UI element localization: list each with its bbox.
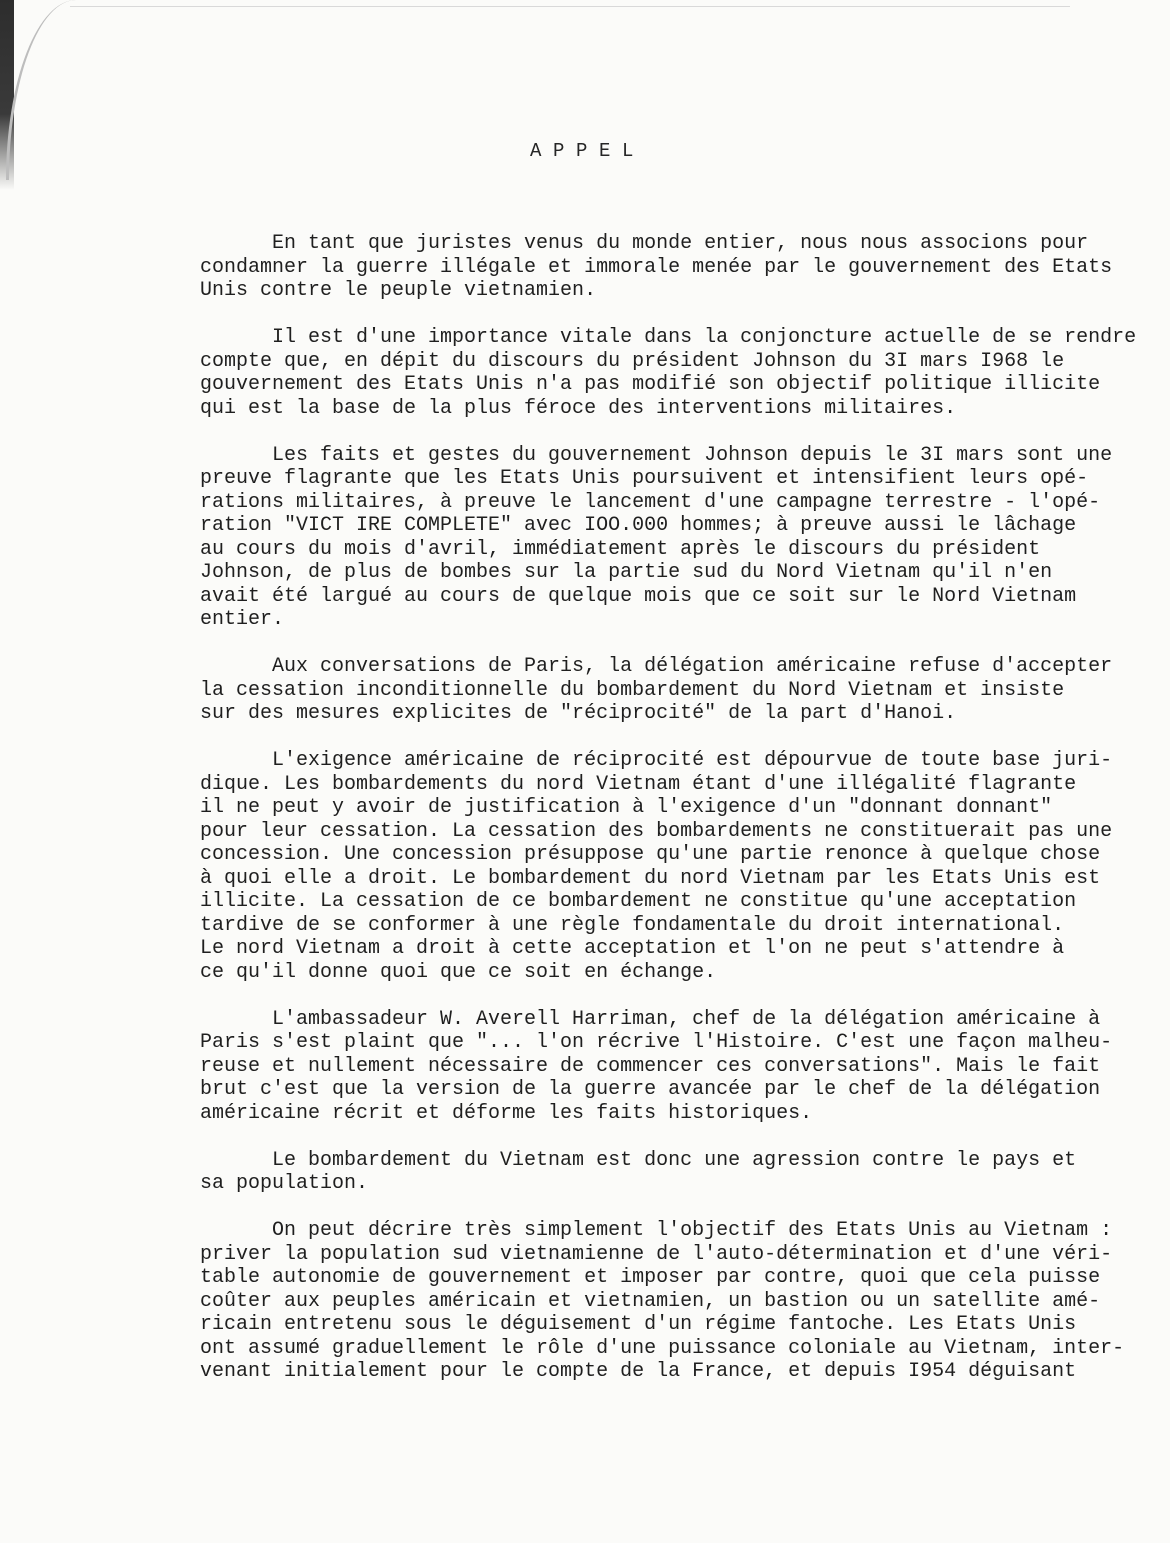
text-line: à quoi elle a droit. Le bombardement du nord Vietnam par les Etats Unis est [200, 866, 1101, 890]
text-line: gouvernement des Etats Unis n'a pas modifié son objectif politique illicite [200, 373, 1101, 396]
text-line: Paris s'est plaint que "... l'on récrive l'Histoire. C'est une façon malheu- [200, 1031, 1113, 1054]
text-line: pour leur cessation. La cessation des bombardements ne constituerait pas une [200, 819, 1113, 843]
text-line: dique. Les bombardements du nord Vietnam étant d'une illégalité flagrante [200, 772, 1077, 796]
text-line: ont assumé graduellement le rôle d'une puissance coloniale au Vietnam, inter- [200, 1336, 1125, 1360]
document-title: A P P E L [530, 140, 634, 162]
text-line: Il est d'une importance vitale dans la conjoncture actuelle de se rendre [200, 326, 1137, 349]
text-line: Johnson, de plus de bombes sur la partie sud du Nord Vietnam qu'il n'en [200, 561, 1053, 584]
text-line: brut c'est que la version de la guerre avancée par le chef de la délégation [200, 1078, 1101, 1101]
text-line: au cours du mois d'avril, immédiatement après le discours du président [200, 537, 1041, 561]
text-line: preuve flagrante que les Etats Unis poursuivent et intensifient leurs opé- [200, 467, 1089, 490]
text-line: L'ambassadeur W. Averell Harriman, chef de la délégation américaine à [200, 1007, 1101, 1031]
text-line: compte que, en dépit du discours du président Johnson du 3I mars I968 le [200, 349, 1065, 373]
text-line: Aux conversations de Paris, la délégation américaine refuse d'accepter [200, 655, 1113, 678]
text-line: table autonomie de gouvernement et imposer par contre, quoi que cela puisse [200, 1266, 1101, 1289]
text-line: L'exigence américaine de réciprocité est dépourvue de toute base juri- [200, 749, 1113, 772]
paragraph [200, 232, 1155, 303]
page-top-edge [70, 6, 1070, 7]
text-line: il ne peut y avoir de justification à l'exigence d'un "donnant donnant" [200, 796, 1053, 819]
text-line: Le nord Vietnam a droit à cette acceptation et l'on ne peut s'attendre à [200, 937, 1065, 960]
paragraph [200, 326, 1155, 420]
text-line: Les faits et gestes du gouvernement Johnson depuis le 3I mars sont une [200, 443, 1113, 467]
document-body [200, 232, 1155, 1407]
text-line: ration "VICT IRE COMPLETE" avec IOO.000 hommes; à preuve aussi le lâchage [200, 514, 1077, 537]
text-line: rations militaires, à preuve le lancement d'une campagne terrestre - l'opé- [200, 490, 1101, 514]
text-line: Unis contre le peuple vietnamien. [200, 279, 597, 302]
text-line: priver la population sud vietnamienne de l'auto-détermination et d'une véri- [200, 1242, 1113, 1266]
text-line: la cessation inconditionnelle du bombardement du Nord Vietnam et insiste [200, 678, 1065, 702]
text-line: illicite. La cessation de ce bombardement ne constitue qu'une acceptation [200, 890, 1077, 913]
paragraph [200, 1219, 1155, 1384]
text-line: On peut décrire très simplement l'objectif des Etats Unis au Vietnam : [200, 1219, 1113, 1242]
text-line: En tant que juristes venus du monde entier, nous nous associons pour [200, 232, 1089, 255]
text-line: tardive de se conformer à une règle fondamentale du droit international. [200, 913, 1065, 937]
text-line: ricain entretenu sous le déguisement d'un régime fantoche. Les Etats Unis [200, 1313, 1077, 1336]
text-line: Le bombardement du Vietnam est donc une agression contre le pays et [200, 1148, 1077, 1172]
text-line: sur des mesures explicites de "réciprocité" de la part d'Hanoi. [200, 702, 957, 725]
text-line: qui est la base de la plus féroce des interventions militaires. [200, 396, 957, 420]
paragraph [200, 444, 1155, 632]
text-line: sa population. [200, 1172, 369, 1195]
text-line: avait été largué au cours de quelque mois que ce soit sur le Nord Vietnam [200, 584, 1077, 608]
paragraph [200, 1149, 1155, 1196]
text-line: venant initialement pour le compte de la France, et depuis I954 déguisant [200, 1360, 1077, 1383]
paragraph [200, 749, 1155, 984]
paragraph [200, 655, 1155, 726]
text-line: coûter aux peuples américain et vietnamien, un bastion ou un satellite amé- [200, 1289, 1101, 1313]
text-line: américaine récrit et déforme les faits historiques. [200, 1101, 813, 1125]
text-line: concession. Une concession présuppose qu'une partie renonce à quelque chose [200, 843, 1101, 866]
text-line: entier. [200, 608, 285, 631]
text-line: condamner la guerre illégale et immorale menée par le gouvernement des Etats [200, 255, 1113, 279]
paragraph [200, 1008, 1155, 1126]
text-line: ce qu'il donne quoi que ce soit en échange. [200, 960, 717, 984]
text-line: reuse et nullement nécessaire de commencer ces conversations". Mais le fait [200, 1054, 1101, 1078]
